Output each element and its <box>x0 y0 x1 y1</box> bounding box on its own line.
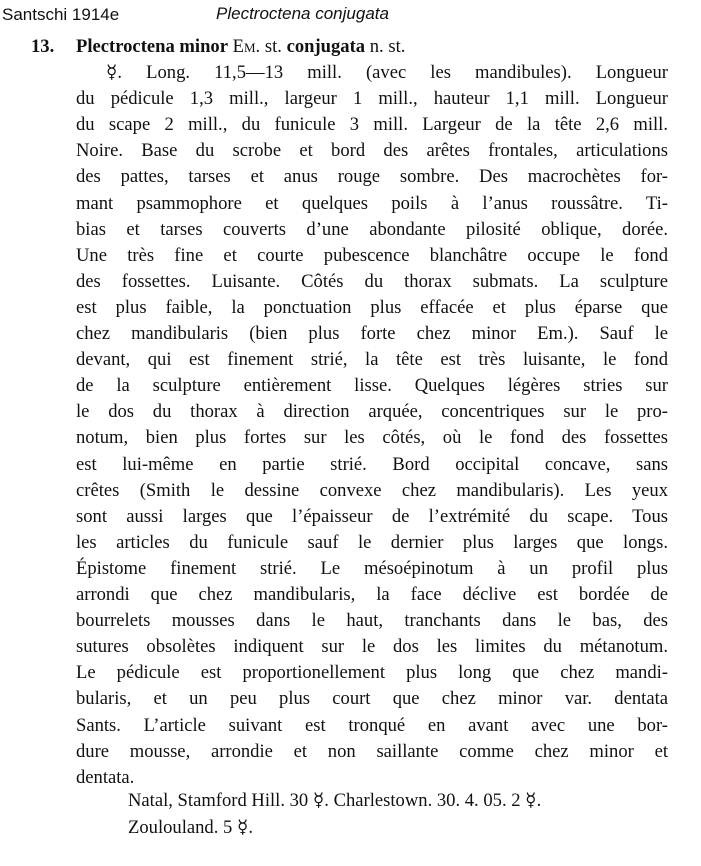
text-line: sutures obsolètes indiquent sur le dos les limites du métanotum. <box>76 636 668 658</box>
text-line: des pattes, tarses et anus rouge sombre. Des macrochètes for- <box>76 166 668 188</box>
locality-line: Natal, Stamford Hill. 30 ☿. Charlestown. 30. 4. 05. 2 ☿. <box>128 790 542 811</box>
locality-line: Zoulouland. 5 ☿. <box>128 816 254 838</box>
text-line: les articles du funicule sauf le dernier plus larges que longs. <box>76 531 668 553</box>
text-line: bias et tarses couverts d’une abondante pilosité oblique, dorée. <box>76 218 668 240</box>
text-line: bourrelets mousses dans le haut, tranchants dans le bas, des <box>76 610 668 632</box>
text-line: mant psammophore et quelques poils à l’anus roussâtre. Ti- <box>76 192 668 214</box>
text-line: sont aussi larges que l’épaisseur de l’extrémité du scape. Tous <box>76 505 668 527</box>
text-line: notum, bien plus fortes sur les côtés, où le fond des fossettes <box>76 427 668 449</box>
species-author: Em. <box>232 36 261 57</box>
text-line: du pédicule 1,3 mill., largeur 1 mill., hauteur 1,1 mill. Longueur <box>76 88 668 110</box>
header-taxon: Plectroctena conjugata <box>216 4 389 23</box>
st-label: st. <box>264 36 282 57</box>
text-line: dentata. <box>76 766 135 788</box>
text-line: ☿. Long. 11,5—13 mill. (avec les mandibules). Longueur <box>106 62 668 83</box>
text-line: est plus faible, la ponctuation plus effacée et plus éparse que <box>76 296 668 318</box>
text-line: chez mandibularis (bien plus forte chez minor Em.). Sauf le <box>76 323 668 344</box>
entry-title <box>76 34 405 60</box>
entry-number: 13. <box>31 36 55 57</box>
text-line: Le pédicule est proportionellement plus long que chez mandi- <box>76 662 668 684</box>
text-line: Noire. Base du scrobe et bord des arêtes frontales, articulations <box>76 140 668 162</box>
header-author-year: Santschi 1914e <box>2 5 120 24</box>
text-line: Sants. L’article suivant est tronqué en avant avec une bor- <box>76 714 668 736</box>
text-line: bularis, et un peu plus court que chez minor var. dentata <box>76 688 668 710</box>
text-line: de la sculpture entièrement lisse. Quelques légères stries sur <box>76 375 668 397</box>
text-line: Épistome finement strié. Le mésoépinotum à un profil plus <box>76 557 668 579</box>
text-line: est lui-même en partie strié. Bord occipital concave, sans <box>76 453 668 475</box>
text-line: des fossettes. Luisante. Côtés du thorax submats. La sculpture <box>76 270 668 292</box>
text-line: Une très fine et courte pubescence blanchâtre occupe le fond <box>76 244 668 266</box>
species-name: Plectroctena minor <box>76 36 228 57</box>
text-line: arrondi que chez mandibularis, la face déclive est bordée de <box>76 584 668 605</box>
text-line: le dos du thorax à direction arquée, concentriques sur le pro- <box>76 401 668 423</box>
text-line: crêtes (Smith le dessine convexe chez mandibularis). Les yeux <box>76 479 668 501</box>
subspecies-name: conjugata <box>286 36 366 57</box>
text-line: dure mousse, arrondie et non saillante comme chez minor et <box>76 740 668 762</box>
status-label: n. st. <box>369 36 406 57</box>
text-line: du scape 2 mill., du funicule 3 mill. Largeur de la tête 2,6 mill. <box>76 114 668 136</box>
text-line: devant, qui est finement strié, la tête est très luisante, le fond <box>76 349 668 371</box>
